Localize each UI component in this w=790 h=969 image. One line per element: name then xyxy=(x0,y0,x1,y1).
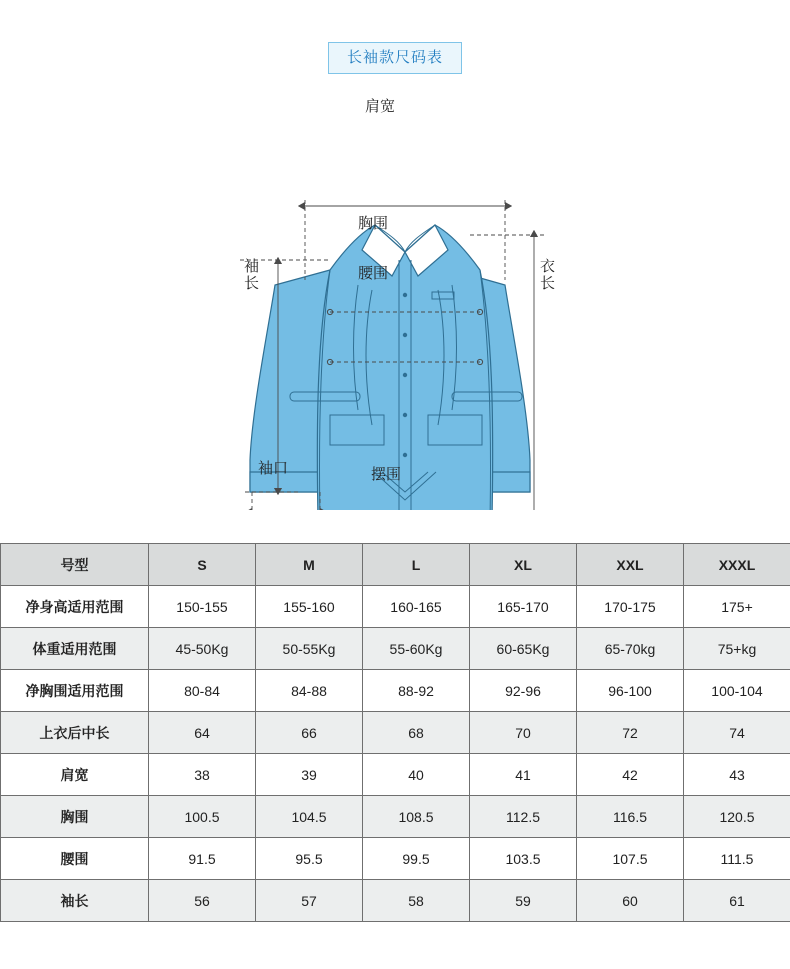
table-cell: 40 xyxy=(363,754,470,796)
row-label: 袖长 xyxy=(1,880,149,922)
table-cell: 55-60Kg xyxy=(363,628,470,670)
table-cell: 95.5 xyxy=(256,838,363,880)
table-cell: 65-70kg xyxy=(577,628,684,670)
label-chest: 胸围 xyxy=(358,215,389,232)
table-cell: 66 xyxy=(256,712,363,754)
table-cell: 112.5 xyxy=(470,796,577,838)
table-cell: 50-55Kg xyxy=(256,628,363,670)
table-cell: 99.5 xyxy=(363,838,470,880)
table-cell: 103.5 xyxy=(470,838,577,880)
table-cell: 41 xyxy=(470,754,577,796)
table-cell: 170-175 xyxy=(577,586,684,628)
table-header-cell: L xyxy=(363,544,470,586)
shirt-diagram xyxy=(0,80,790,510)
table-cell: 38 xyxy=(149,754,256,796)
table-cell: 56 xyxy=(149,880,256,922)
table-cell: 160-165 xyxy=(363,586,470,628)
table-cell: 100-104 xyxy=(684,670,790,712)
table-row xyxy=(1,586,790,628)
table-cell: 111.5 xyxy=(684,838,790,880)
table-cell: 84-88 xyxy=(256,670,363,712)
table-cell: 155-160 xyxy=(256,586,363,628)
label-shoulder-width: 肩宽 xyxy=(365,98,396,115)
table-cell: 165-170 xyxy=(470,586,577,628)
table-header-cell: S xyxy=(149,544,256,586)
label-garment-length: 衣长 xyxy=(538,258,555,292)
table-cell: 74 xyxy=(684,712,790,754)
row-label: 上衣后中长 xyxy=(1,712,149,754)
label-sleeve-length: 袖长 xyxy=(242,258,259,292)
table-cell: 116.5 xyxy=(577,796,684,838)
table-cell: 61 xyxy=(684,880,790,922)
row-label: 肩宽 xyxy=(1,754,149,796)
table-cell: 100.5 xyxy=(149,796,256,838)
table-header-cell: M xyxy=(256,544,363,586)
table-cell: 88-92 xyxy=(363,670,470,712)
label-hem: 摆围 xyxy=(371,466,402,483)
table-cell: 92-96 xyxy=(470,670,577,712)
table-header-row xyxy=(1,544,790,586)
table-header-cell: XXL xyxy=(577,544,684,586)
table-cell: 72 xyxy=(577,712,684,754)
table-row xyxy=(1,880,790,922)
row-label: 净胸围适用范围 xyxy=(1,670,149,712)
row-label: 体重适用范围 xyxy=(1,628,149,670)
page-title: 长袖款尺码表 xyxy=(328,42,462,74)
table-cell: 120.5 xyxy=(684,796,790,838)
table-header-cell: XXXL xyxy=(684,544,790,586)
table-cell: 75+kg xyxy=(684,628,790,670)
row-label: 腰围 xyxy=(1,838,149,880)
table-cell: 64 xyxy=(149,712,256,754)
table-cell: 108.5 xyxy=(363,796,470,838)
label-waist: 腰围 xyxy=(358,265,389,282)
table-cell: 60 xyxy=(577,880,684,922)
table-cell: 39 xyxy=(256,754,363,796)
table-row xyxy=(1,796,790,838)
table-cell: 57 xyxy=(256,880,363,922)
table-cell: 58 xyxy=(363,880,470,922)
table-cell: 59 xyxy=(470,880,577,922)
table-cell: 91.5 xyxy=(149,838,256,880)
table-row xyxy=(1,754,790,796)
table-cell: 104.5 xyxy=(256,796,363,838)
table-cell: 150-155 xyxy=(149,586,256,628)
row-label: 胸围 xyxy=(1,796,149,838)
title-banner xyxy=(0,42,790,74)
table-row xyxy=(1,838,790,880)
table-cell: 175+ xyxy=(684,586,790,628)
shirt-illustration xyxy=(0,80,790,510)
table-row xyxy=(1,712,790,754)
table-cell: 70 xyxy=(470,712,577,754)
table-cell: 45-50Kg xyxy=(149,628,256,670)
table-cell: 68 xyxy=(363,712,470,754)
row-label: 净身高适用范围 xyxy=(1,586,149,628)
table-cell: 43 xyxy=(684,754,790,796)
size-table xyxy=(0,543,790,922)
table-cell: 96-100 xyxy=(577,670,684,712)
table-cell: 107.5 xyxy=(577,838,684,880)
table-header-cell: XL xyxy=(470,544,577,586)
label-cuff: 袖口 xyxy=(258,460,289,477)
table-header-cell: 号型 xyxy=(1,544,149,586)
table-cell: 60-65Kg xyxy=(470,628,577,670)
table-cell: 80-84 xyxy=(149,670,256,712)
table-row xyxy=(1,628,790,670)
table-row xyxy=(1,670,790,712)
table-cell: 42 xyxy=(577,754,684,796)
